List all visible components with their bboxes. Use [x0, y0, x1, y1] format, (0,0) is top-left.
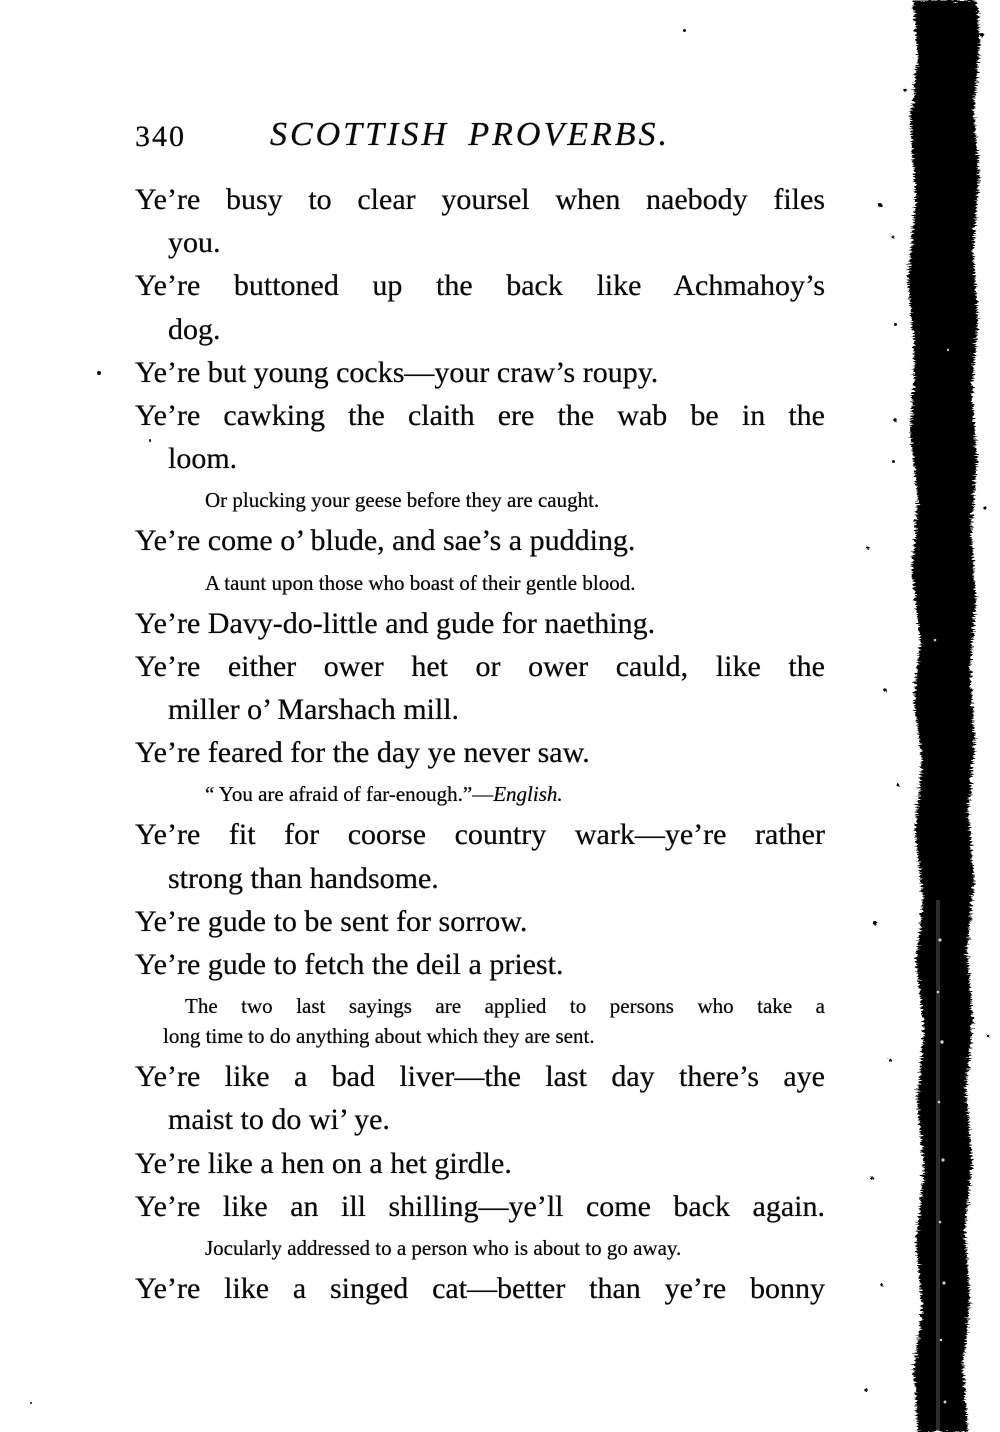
proverb-entry	[135, 178, 825, 264]
text-line: Or plucking your geese before they are caught.	[205, 488, 600, 513]
running-title: SCOTTISH PROVERBS.	[269, 116, 671, 153]
text-line: Ye’re gude to be sent for sorrow.	[135, 904, 528, 938]
plain-text: “ You are afraid of far-enough.”—	[205, 782, 494, 807]
proverb-entry	[135, 351, 825, 394]
text-line: Ye’re feared for the day ye never saw.	[135, 736, 590, 770]
proverb-entry	[135, 1185, 825, 1228]
text-line: Ye’re gude to fetch the deil a priest.	[135, 948, 564, 982]
note-entry	[135, 1233, 825, 1263]
text-line: Ye’re Davy-do-little and gude for naething.	[135, 606, 656, 640]
gutter-band	[908, 0, 980, 1432]
text-line: Ye’re like a hen on a het girdle.	[135, 1146, 512, 1180]
proverb-entry	[135, 813, 825, 899]
proverb-entry	[135, 900, 825, 943]
proverb-entry	[135, 264, 825, 350]
text-line: maist to do wi’ ye.	[168, 1103, 390, 1137]
text-line: you.	[168, 226, 221, 260]
text-line: Ye’re but young cocks—your craw’s roupy.	[135, 355, 659, 389]
scan-gutter-artifact	[860, 0, 1000, 1432]
text-line: Ye’re cawking the claith ere the wab be in the	[135, 399, 825, 433]
text-line: loom.	[168, 442, 238, 476]
text-line: miller o’ Marshach mill.	[168, 693, 460, 727]
note-entry	[135, 485, 825, 515]
page-number: 340	[135, 120, 186, 153]
text-line: Ye’re busy to clear yoursel when naebody files	[135, 183, 825, 216]
ink-speck	[149, 439, 151, 442]
proverb-entry	[135, 1267, 825, 1310]
proverb-entry	[135, 1055, 825, 1141]
proverb-entry	[135, 394, 825, 480]
text-line: The two last sayings are applied to persons who take a	[185, 994, 825, 1019]
text-line: Ye’re like a bad liver—the last day there’s aye	[135, 1060, 825, 1094]
text-line: Ye’re like a singed cat—better than ye’re bonny	[135, 1272, 825, 1306]
text-line: strong than handsome.	[168, 861, 439, 895]
text-line: long time to do anything about which they are sent.	[163, 1024, 595, 1049]
text-line: dog.	[168, 312, 221, 346]
note-entry	[135, 779, 825, 809]
note-entry	[135, 991, 825, 1051]
ink-speck	[30, 1402, 32, 1404]
italic-text: English.	[493, 782, 563, 807]
proverb-entry	[135, 1142, 825, 1185]
text-line: Ye’re buttoned up the back like Achmahoy’s	[135, 269, 825, 303]
proverb-entry	[135, 731, 825, 774]
text-line: Ye’re fit for coorse country wark—ye’re rather	[135, 818, 825, 852]
text-line: Ye’re either ower het or ower cauld, like the	[135, 649, 825, 683]
page-header	[135, 112, 825, 164]
ink-speck	[894, 323, 897, 326]
text-column	[135, 178, 825, 1310]
text-line: Jocularly addressed to a person who is about to go away.	[205, 1236, 682, 1261]
ink-speck	[892, 460, 895, 463]
ink-speck	[683, 29, 686, 32]
proverb-entry	[135, 519, 825, 562]
text-line: Ye’re come o’ blude, and sae’s a pudding.	[135, 524, 636, 558]
text-line	[135, 779, 825, 809]
note-entry	[135, 568, 825, 598]
proverb-entry	[135, 602, 825, 645]
text-line: Ye’re like an ill shilling—ye’ll come back again.	[135, 1189, 825, 1223]
proverb-entry	[135, 645, 825, 731]
proverb-entry	[135, 943, 825, 986]
ink-speck	[97, 371, 101, 375]
text-line: A taunt upon those who boast of their gentle blood.	[205, 570, 636, 595]
